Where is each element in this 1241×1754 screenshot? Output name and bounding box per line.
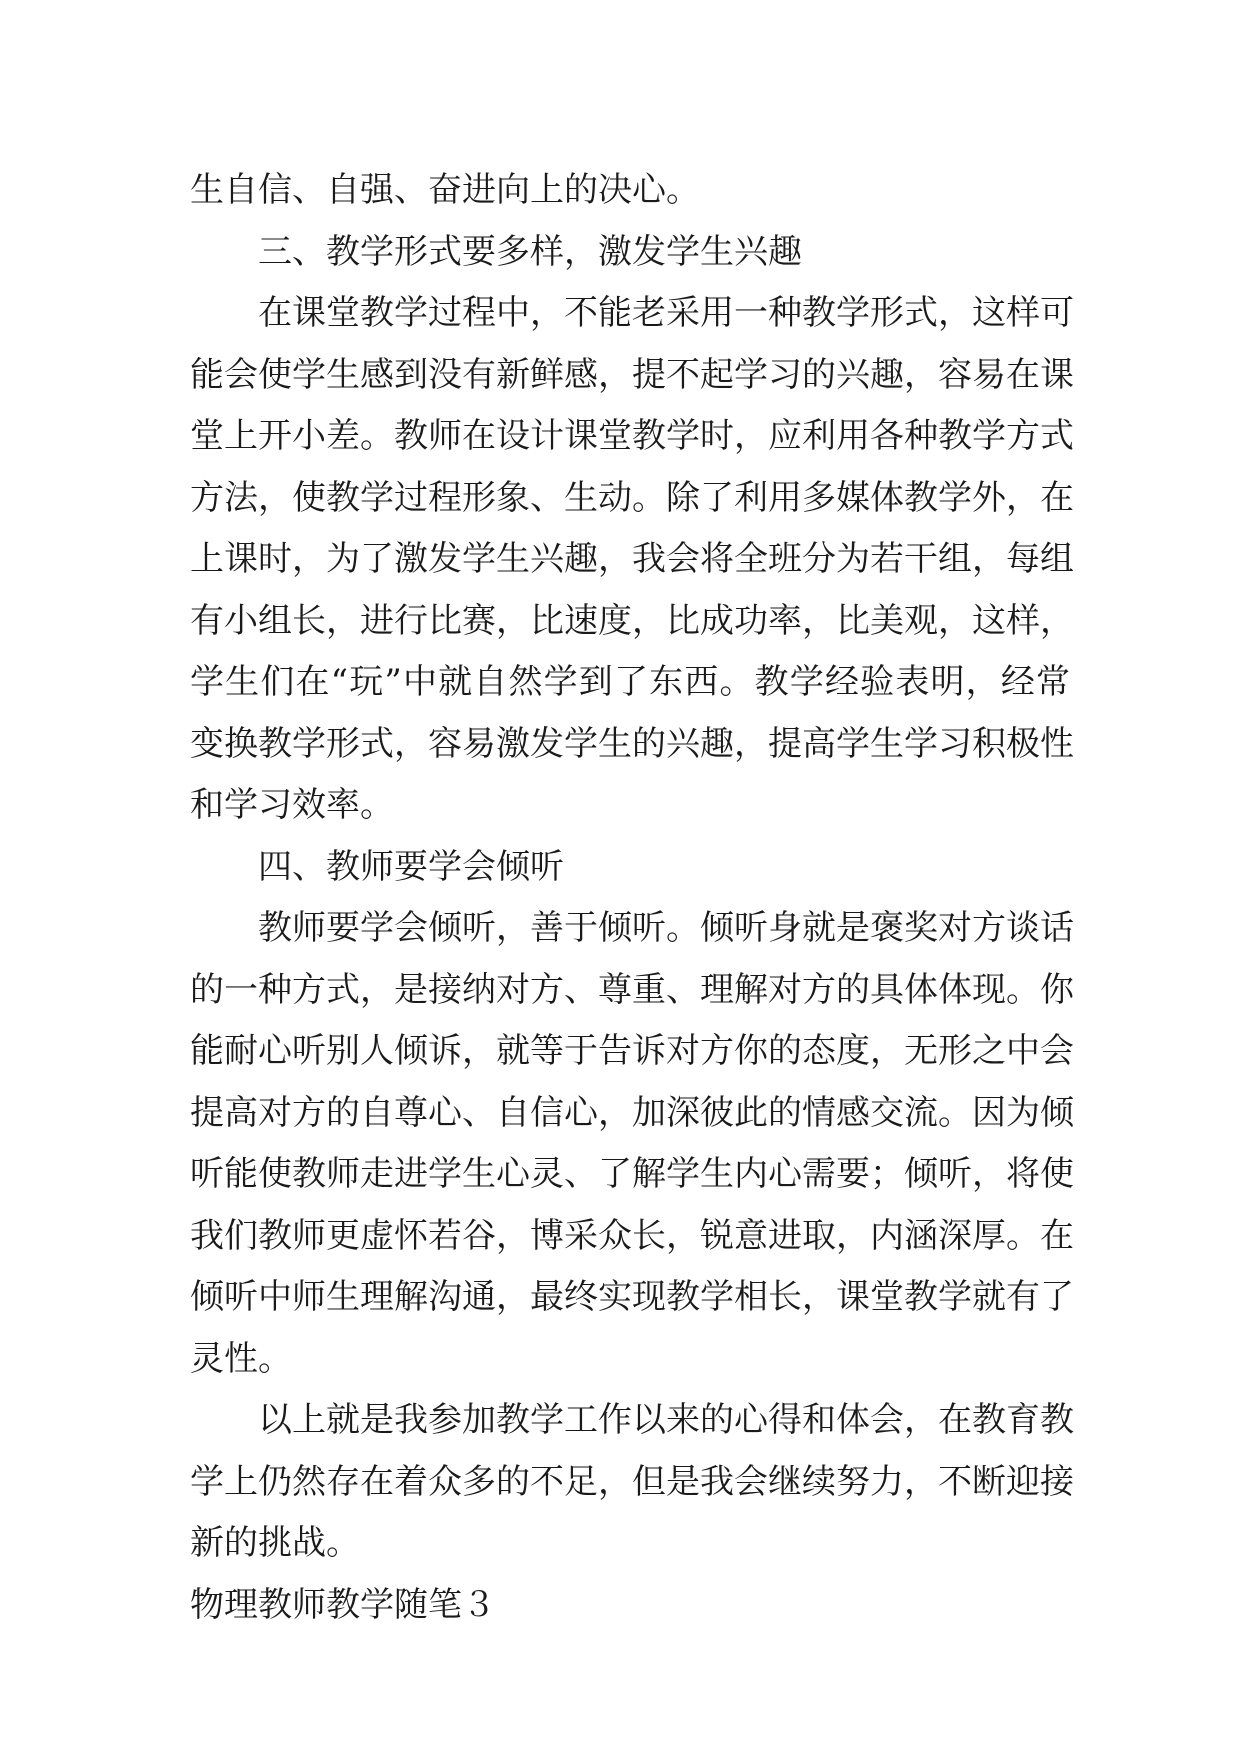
- text-line: 四、教师要学会倾听: [258, 846, 564, 887]
- text-line: 三、教学形式要多样，激发学生兴趣: [258, 231, 802, 272]
- text-line: 我们教师更虚怀若谷，博采众长，锐意进取，内涵深厚。在: [190, 1215, 1074, 1256]
- text-line: 方法，使教学过程形象、生动。除了利用多媒体教学外，在: [190, 477, 1074, 518]
- text-line: 教师要学会倾听，善于倾听。倾听身就是褒奖对方谈话: [258, 908, 1074, 948]
- text-line: 学生们在“玩”中就自然学到了东西。教学经验表明，经常: [190, 662, 1070, 702]
- text-line: 变换教学形式，容易激发学生的兴趣，提高学生学习积极性: [190, 723, 1074, 764]
- text-line: 以上就是我参加教学工作以来的心得和体会，在教育教: [258, 1400, 1074, 1440]
- text-line: 生自信、自强、奋进向上的决心。: [190, 170, 700, 210]
- text-line: 能会使学生感到没有新鲜感，提不起学习的兴趣，容易在课: [190, 354, 1074, 395]
- text-line: 堂上开小差。教师在设计课堂教学时，应利用各种教学方式: [190, 416, 1074, 456]
- text-line: 倾听中师生理解沟通，最终实现教学相长，课堂教学就有了: [190, 1277, 1074, 1317]
- document-body: [190, 160, 1074, 1636]
- text-line: 物理教师教学随笔３: [190, 1584, 496, 1625]
- text-line: 有小组长，进行比赛，比速度，比成功率，比美观，这样，: [190, 600, 1074, 641]
- text-line: 学上仍然存在着众多的不足，但是我会继续努力，不断迎接: [190, 1461, 1074, 1502]
- text-line: 的一种方式，是接纳对方、尊重、理解对方的具体体现。你: [190, 969, 1074, 1010]
- text-line: 和学习效率。: [190, 785, 394, 825]
- text-line: 上课时，为了激发学生兴趣，我会将全班分为若干组，每组: [190, 539, 1074, 579]
- text-line: 听能使教师走进学生心灵、了解学生内心需要；倾听，将使: [190, 1154, 1074, 1194]
- text-line: 提高对方的自尊心、自信心，加深彼此的情感交流。因为倾: [190, 1092, 1074, 1133]
- text-line: 能耐心听别人倾诉，就等于告诉对方你的态度，无形之中会: [190, 1031, 1074, 1071]
- text-line: 新的挑战。: [190, 1523, 360, 1563]
- text-line: 在课堂教学过程中，不能老采用一种教学形式，这样可: [258, 293, 1074, 333]
- text-line: 灵性。: [190, 1338, 292, 1379]
